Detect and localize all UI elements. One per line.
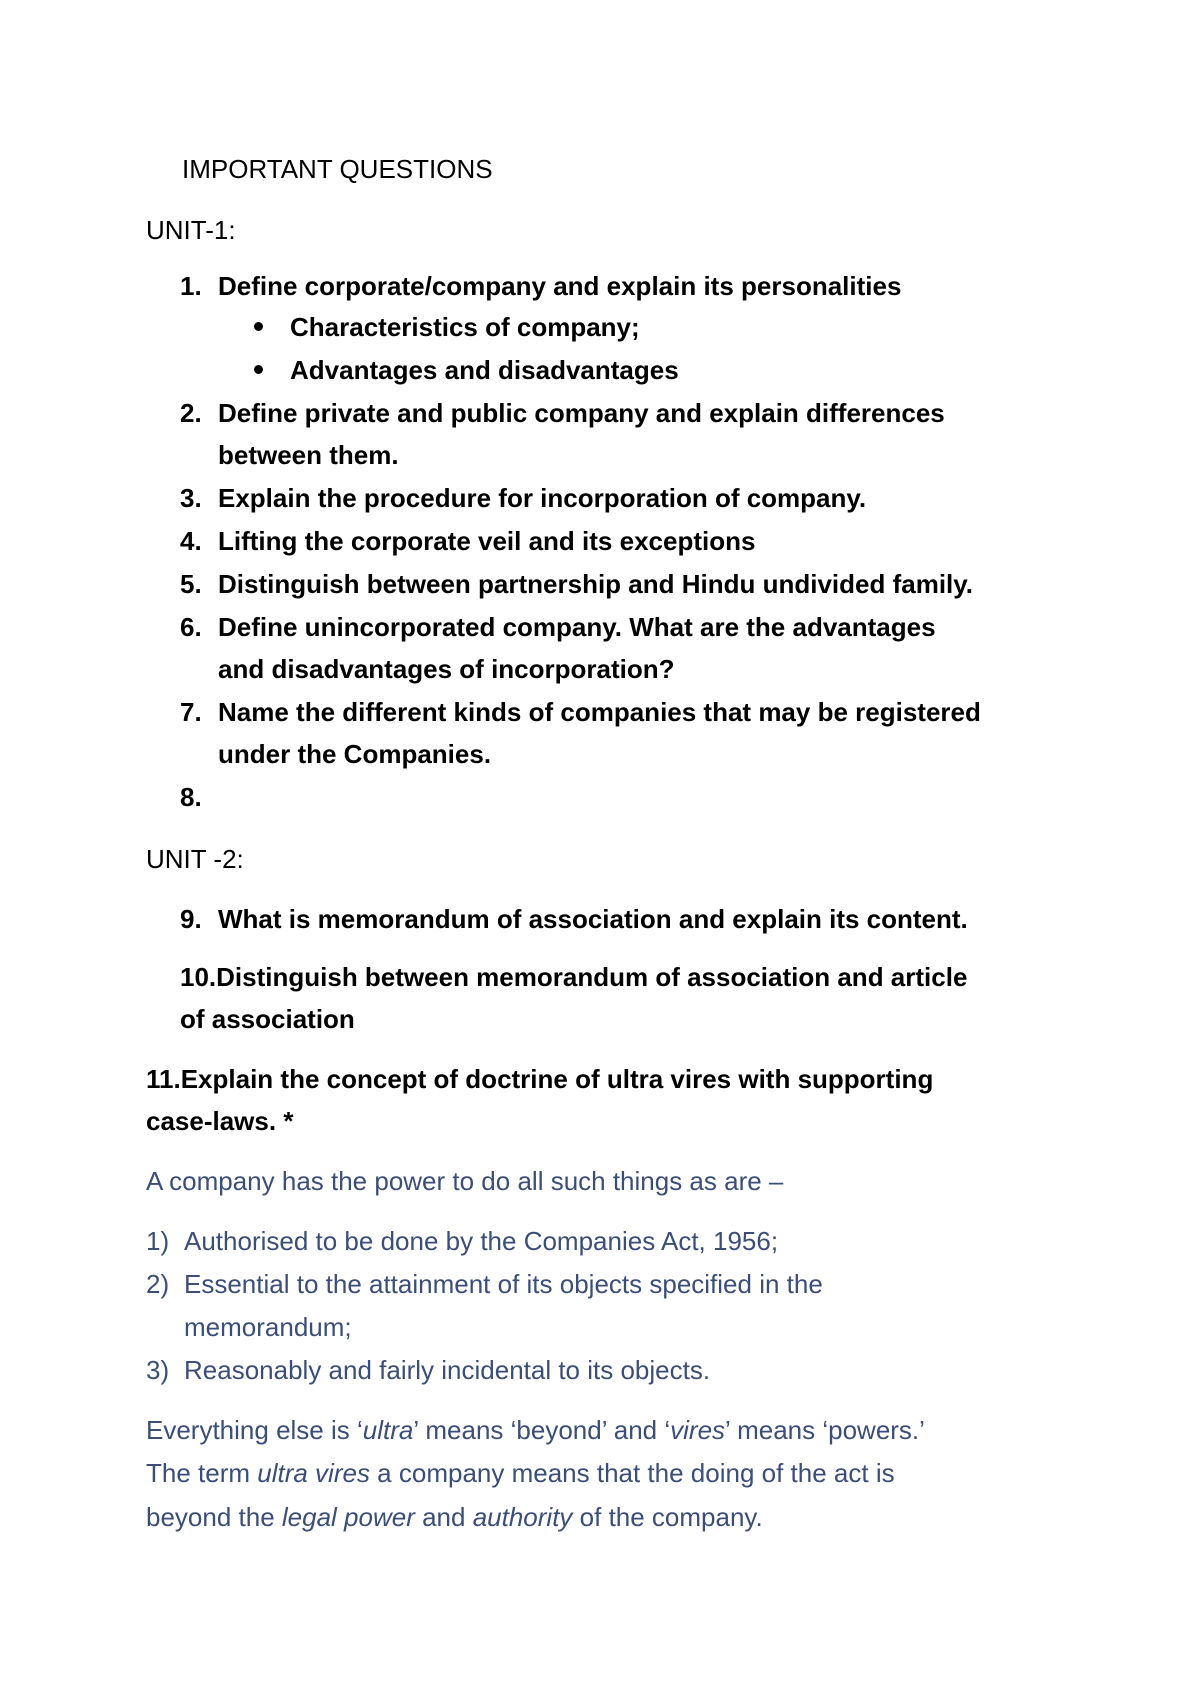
- bullet-icon: [254, 365, 263, 374]
- bullet-icon: [254, 322, 263, 331]
- question-number: 3.: [180, 483, 202, 513]
- question-1-bullet-2: Advantages and disadvantages: [290, 355, 679, 385]
- answer-intro: A company has the power to do all such things as are –: [146, 1166, 784, 1196]
- answer-paragraph-line-3: beyond the legal power and authority of the company.: [146, 1502, 763, 1532]
- question-10-line-2: of association: [180, 1004, 355, 1034]
- question-1-text: Define corporate/company and explain its personalities: [218, 271, 902, 301]
- answer-point-2-line-2: memorandum;: [184, 1312, 352, 1342]
- unit-2-title: UNIT -2:: [146, 844, 244, 874]
- question-11-line-2: case-laws. *: [146, 1106, 294, 1136]
- question-number: 6.: [180, 612, 202, 642]
- question-number: 2.: [180, 398, 202, 428]
- question-6-line-1: Define unincorporated company. What are the advantages: [218, 612, 936, 642]
- unit-1-title: UNIT-1:: [146, 215, 236, 245]
- question-number: 7.: [180, 697, 202, 727]
- question-7-line-2: under the Companies.: [218, 739, 492, 769]
- question-1-bullet-1: Characteristics of company;: [290, 312, 640, 342]
- answer-point-number: 3): [146, 1355, 170, 1385]
- answer-point-number: 2): [146, 1269, 170, 1299]
- question-11-line-1: 11.Explain the concept of doctrine of ultra vires with supporting: [146, 1064, 934, 1094]
- question-3-text: Explain the procedure for incorporation of company.: [218, 483, 867, 513]
- question-10-line-1: 10.Distinguish between memorandum of association and article: [180, 962, 968, 992]
- question-4-text: Lifting the corporate veil and its exceptions: [218, 526, 756, 556]
- answer-point-2-line-1: Essential to the attainment of its objects specified in the: [184, 1269, 823, 1299]
- question-6-line-2: and disadvantages of incorporation?: [218, 654, 675, 684]
- answer-point-1: Authorised to be done by the Companies Act, 1956;: [184, 1226, 779, 1256]
- answer-paragraph-line-2: The term ultra vires a company means that the doing of the act is: [146, 1458, 895, 1488]
- question-2-line-1: Define private and public company and explain differences: [218, 398, 945, 428]
- document-heading: IMPORTANT QUESTIONS: [182, 154, 493, 184]
- question-number: 9.: [180, 904, 202, 934]
- question-2-line-2: between them.: [218, 440, 399, 470]
- question-9-text: What is memorandum of association and explain its content.: [218, 904, 968, 934]
- answer-paragraph-line-1: Everything else is ‘ultra’ means ‘beyond’ and ‘vires’ means ‘powers.’: [146, 1415, 925, 1445]
- question-number: 1.: [180, 271, 202, 301]
- question-number: 4.: [180, 526, 202, 556]
- answer-point-3: Reasonably and fairly incidental to its objects.: [184, 1355, 711, 1385]
- question-number: 8.: [180, 782, 202, 812]
- question-7-line-1: Name the different kinds of companies that may be registered: [218, 697, 981, 727]
- question-5-text: Distinguish between partnership and Hindu undivided family.: [218, 569, 974, 599]
- question-number: 5.: [180, 569, 202, 599]
- answer-point-number: 1): [146, 1226, 170, 1256]
